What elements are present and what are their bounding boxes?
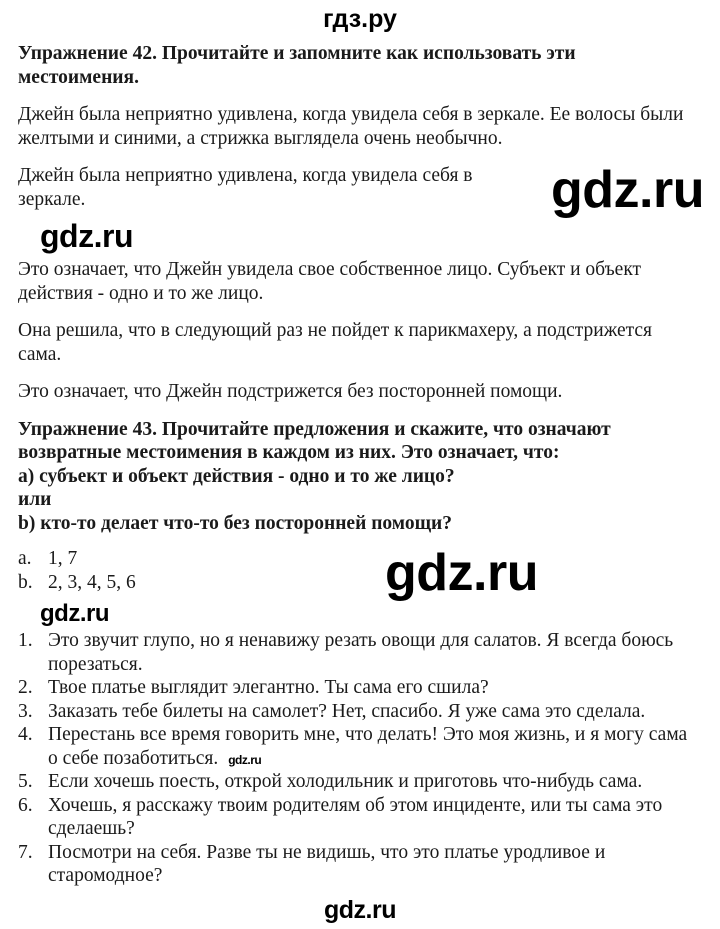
ex42-paragraph-5: Это означает, что Джейн подстрижется без посторонней помощи. — [18, 381, 563, 402]
watermark: gdz.ru — [228, 752, 262, 767]
sentence-list — [18, 629, 708, 888]
item-text: Это звучит глупо, но я ненавижу резать овощи для салатов. Я всегда боюсь порезаться. — [48, 630, 674, 675]
footer-watermark: gdz.ru — [324, 895, 396, 924]
watermark: gdz.ru — [551, 161, 704, 219]
watermark: gdz.ru — [40, 600, 109, 627]
list-item — [18, 629, 708, 676]
exercise-43-title — [18, 418, 638, 536]
item-number: 5. — [18, 771, 33, 792]
item-number: 6. — [18, 794, 33, 816]
item-number: 1. — [18, 630, 33, 651]
watermark: gdz.ru — [40, 218, 133, 254]
answer-value: 2, 3, 4, 5, 6 — [48, 571, 136, 593]
item-number: 7. — [18, 841, 33, 863]
ex43-or: или — [18, 489, 52, 510]
item-text: Перестань все время говорить мне, что делать! Это моя жизнь, и я могу сама о себе позаботиться. — [48, 724, 688, 769]
site-header: гдз.ру — [323, 5, 397, 33]
item-text: Хочешь, я расскажу твоим родителям об этом инциденте, или ты сама это сделаешь? — [48, 794, 663, 839]
item-text: Посмотри на себя. Разве ты не видишь, что это платье уродливое и старомодное? — [48, 841, 606, 886]
list-item — [18, 841, 678, 888]
ex43-option-b: b) кто-то делает что-то без посторонней помощи? — [18, 512, 453, 534]
answer-b — [18, 571, 708, 595]
item-text: Заказать тебе билеты на самолет? Нет, спасибо. Я уже сама это сделала. — [48, 700, 646, 722]
ex42-paragraph-4: Она решила, что в следующий раз не пойдет к парикмахеру, а подстрижется сама. — [18, 320, 652, 365]
list-item — [18, 723, 698, 770]
list-item — [18, 676, 708, 700]
answers-list — [18, 544, 708, 602]
item-number: 3. — [18, 700, 33, 722]
answer-a — [18, 547, 708, 571]
ex42-paragraph-2: Джейн была неприятно удивлена, когда увидела себя в зеркале. — [18, 165, 473, 210]
ex42-paragraph-3: Это означает, что Джейн увидела свое собственное лицо. Субъект и объект действия - одно и то же лицо. — [18, 259, 642, 304]
item-text: Если хочешь поесть, открой холодильник и приготовь что-нибудь сама. — [48, 771, 643, 792]
ex43-title-text: Упражнение 43. Прочитайте предложения и скажите, что означают возвратные местоимения в каждом из них. Это означает, что: — [18, 418, 611, 463]
ex42-paragraph-2-block — [18, 161, 708, 219]
list-item — [18, 770, 708, 794]
answer-label: b. — [18, 571, 33, 593]
ex42-paragraph-1: Джейн была неприятно удивлена, когда увидела себя в зеркале. Ее волосы были желтыми и синими, а стрижка выглядела очень необычно. — [18, 104, 684, 149]
watermark: gdz.ru — [385, 544, 538, 602]
item-number: 4. — [18, 724, 33, 745]
exercise-42-title: Упражнение 42. Прочитайте и запомните как использовать эти местоимения. — [18, 43, 576, 88]
list-item — [18, 700, 708, 724]
answer-value: 1, 7 — [48, 548, 78, 569]
answer-label: a. — [18, 548, 32, 569]
item-number: 2. — [18, 677, 33, 698]
ex43-option-a: а) субъект и объект действия - одно и то же лицо? — [18, 465, 455, 487]
list-item — [18, 794, 720, 841]
item-text: Твое платье выглядит элегантно. Ты сама его сшила? — [48, 677, 489, 698]
